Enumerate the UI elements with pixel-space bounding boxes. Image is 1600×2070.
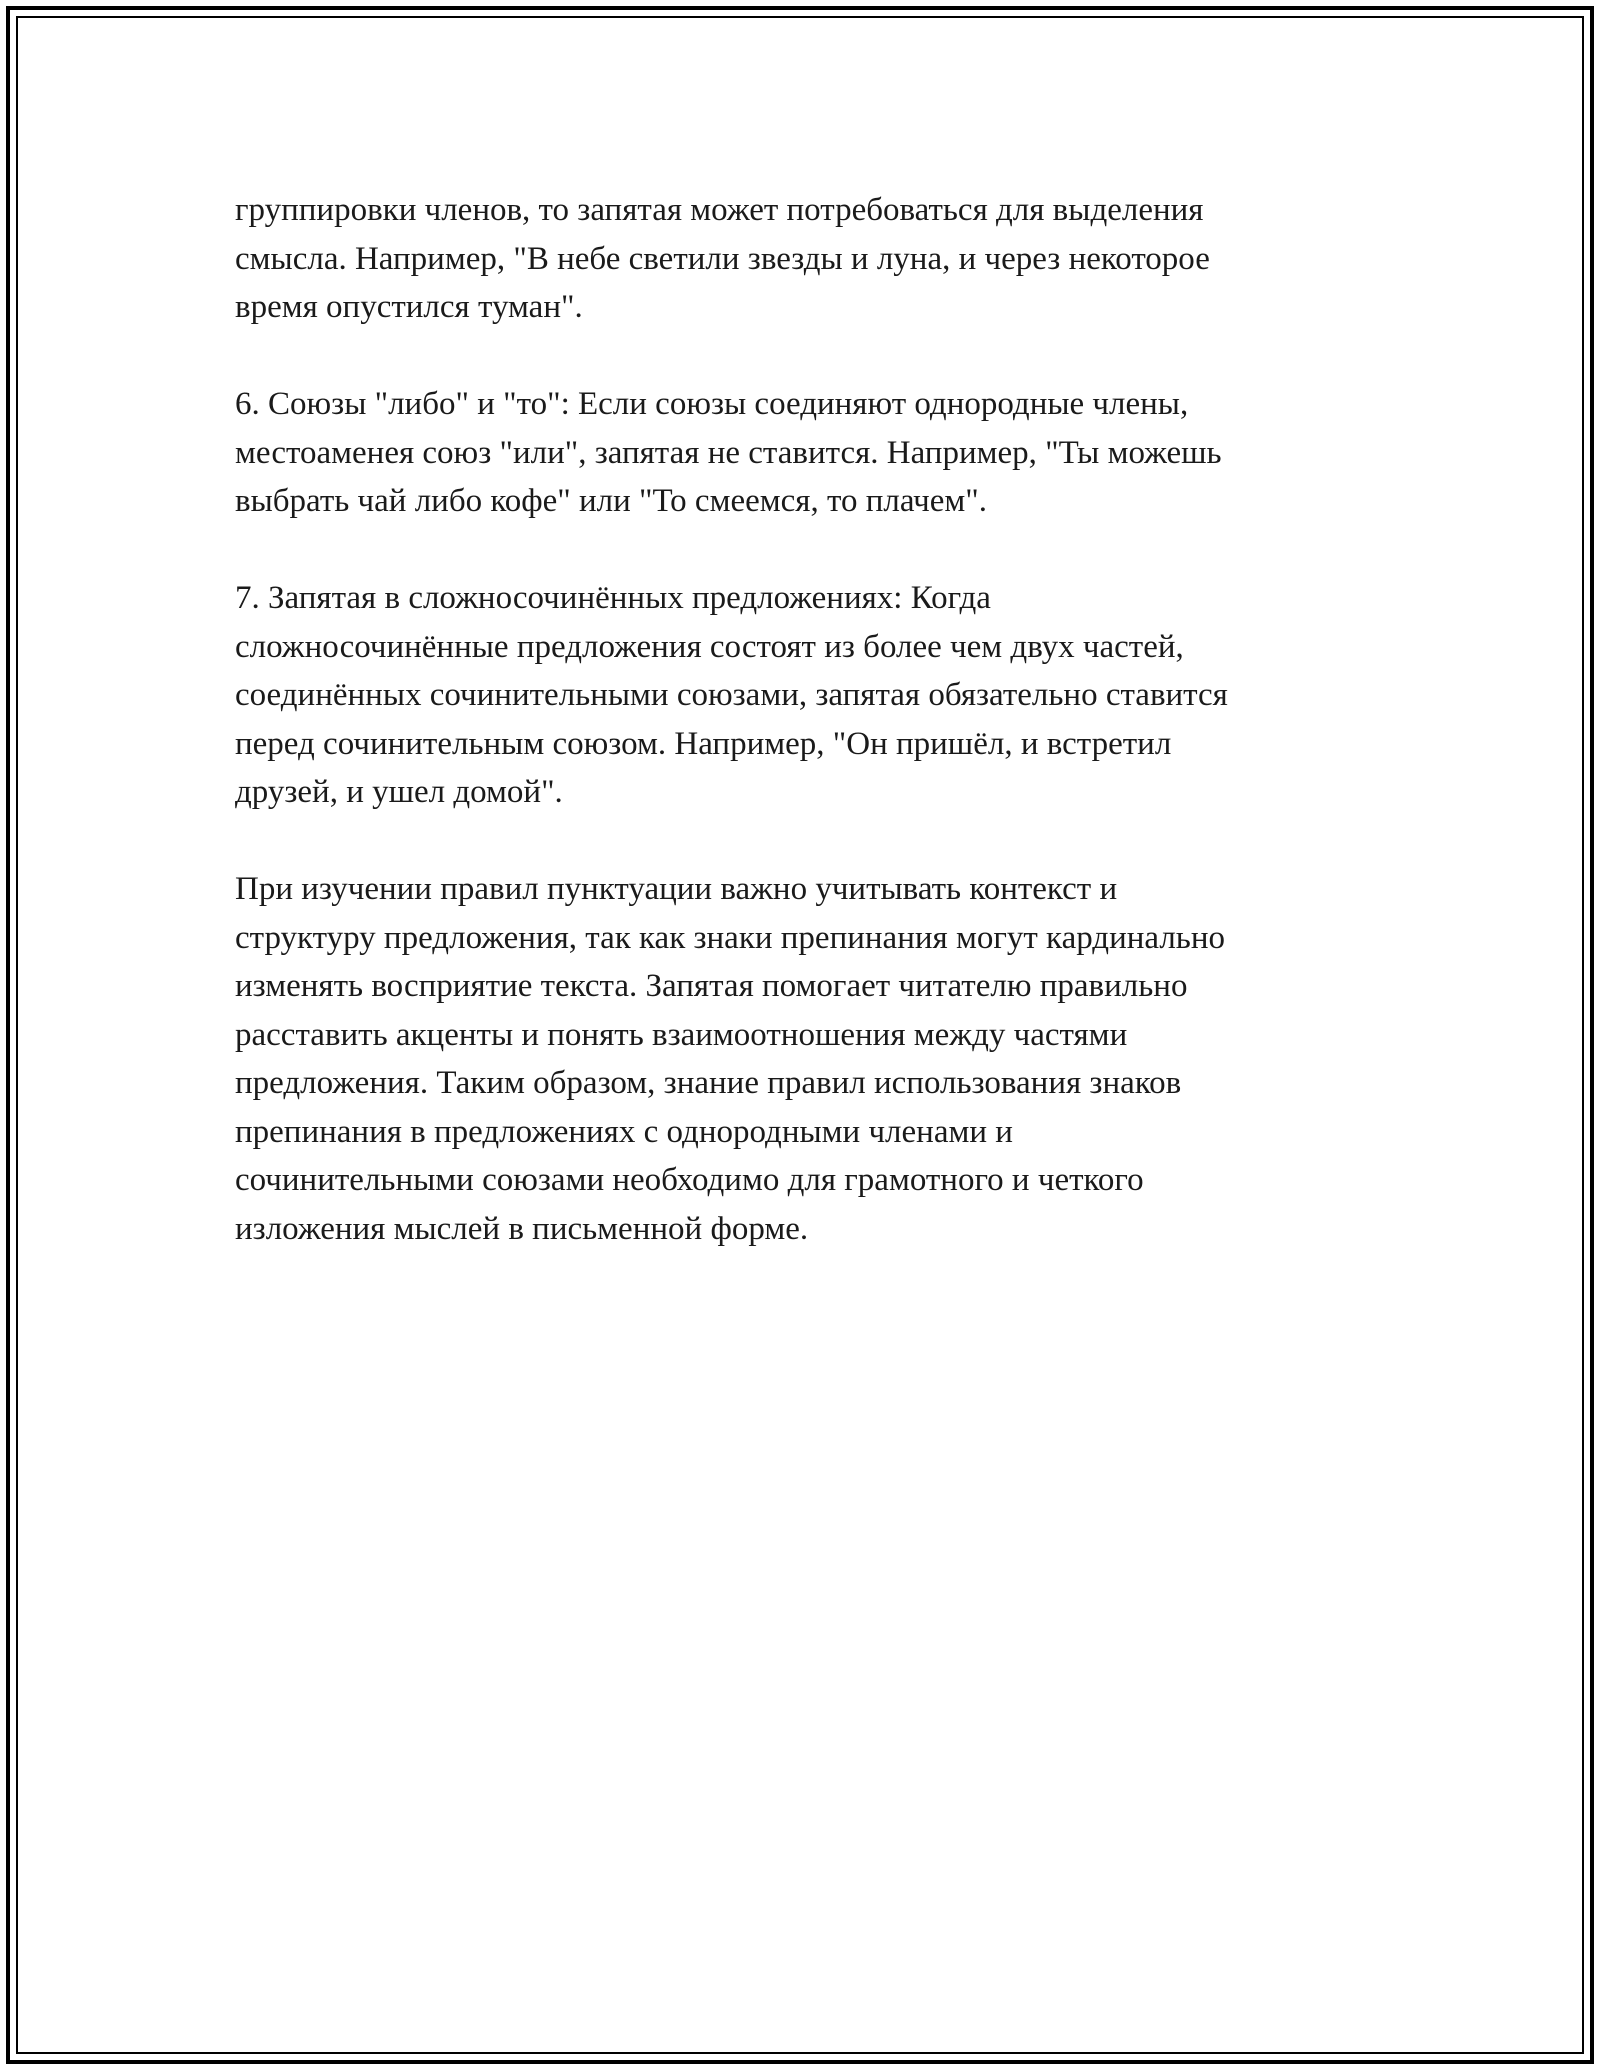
text-line: сочинительными союзами необходимо для грамотного и четкого	[235, 1162, 1144, 1198]
text-line: 7. Запятая в сложносочинённых предложениях: Когда	[235, 580, 991, 616]
text-line: выбрать чай либо кофе" или "То смеемся, то плачем".	[235, 483, 987, 519]
paragraph-item-6	[235, 380, 1365, 526]
text-line: друзей, и ушел домой".	[235, 774, 563, 810]
paragraph-item-7	[235, 574, 1365, 817]
paragraph-continuation	[235, 186, 1365, 332]
document-body	[235, 186, 1365, 1302]
text-line: изменять восприятие текста. Запятая помогает читателю правильно	[235, 968, 1188, 1004]
text-line: 6. Союзы "либо" и "то": Если союзы соединяют однородные члены,	[235, 386, 1189, 422]
text-line: время опустился туман".	[235, 289, 583, 325]
paragraph-conclusion	[235, 865, 1365, 1253]
text-line: При изучении правил пунктуации важно учитывать контекст и	[235, 871, 1118, 907]
text-line: структуру предложения, так как знаки препинания могут кардинально	[235, 919, 1225, 956]
text-line: изложения мыслей в письменной форме.	[235, 1210, 809, 1247]
text-line: соединённых сочинительными союзами, запятая обязательно ставится	[235, 677, 1228, 713]
text-line: препинания в предложениях с однородными членами и	[235, 1113, 1013, 1150]
text-line: предложения. Таким образом, знание правил использования знаков	[235, 1065, 1182, 1101]
text-line: смысла. Например, "В небе светили звезды и луна, и через некоторое	[235, 240, 1210, 277]
text-line: расставить акценты и понять взаимоотношения между частями	[235, 1016, 1128, 1053]
text-line: местоаменея союз "или", запятая не ставится. Например, "Ты можешь	[235, 434, 1222, 471]
text-line: сложносочинённые предложения состоят из более чем двух частей,	[235, 628, 1184, 665]
text-line: группировки членов, то запятая может потребоваться для выделения	[235, 192, 1204, 228]
text-line: перед сочинительным союзом. Например, "Он пришёл, и встретил	[235, 725, 1172, 762]
